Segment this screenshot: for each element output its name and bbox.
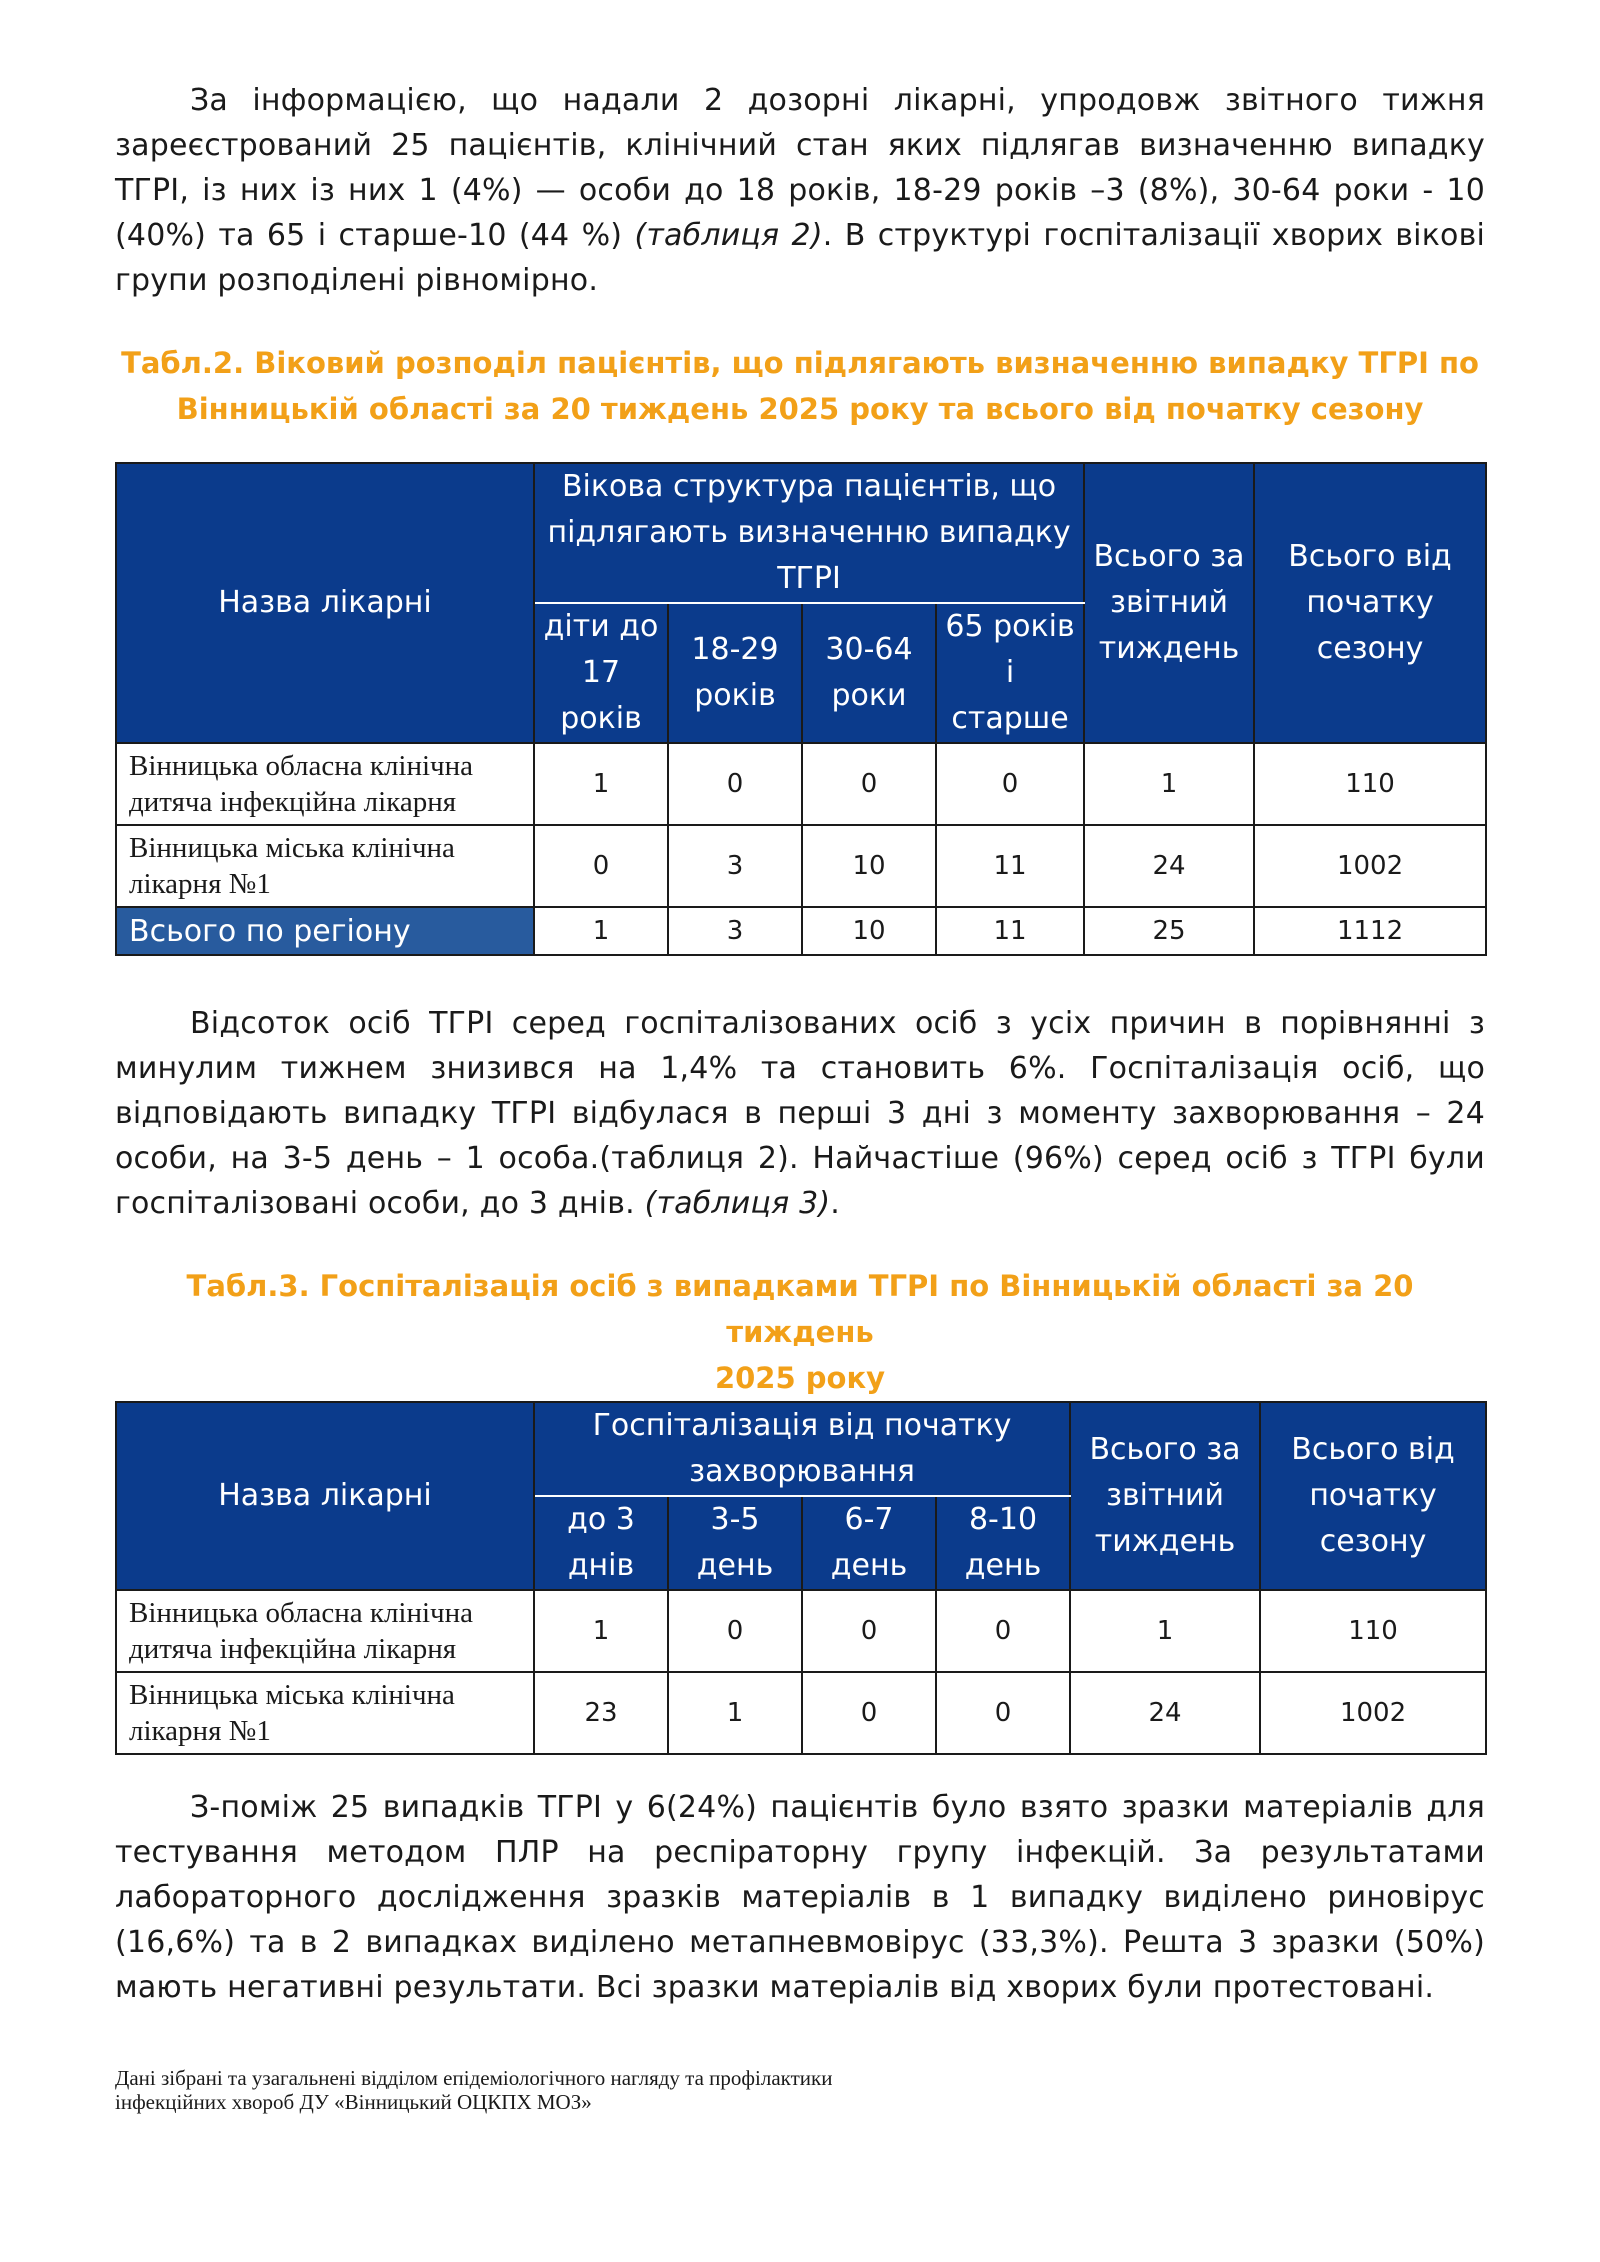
cell-week-total: 24 [1070, 1672, 1260, 1754]
cell-value: 1 [534, 907, 668, 955]
hospital-name: Вінницька міська клінічна лікарня №1 [116, 825, 534, 907]
cell-value: 3 [668, 825, 802, 907]
cell-value: 0 [534, 825, 668, 907]
hospital-name: Вінницька міська клінічна лікарня №1 [116, 1672, 534, 1754]
cell-value: 23 [534, 1672, 668, 1754]
cell-week-total: 1 [1084, 743, 1254, 825]
cell-week-total: 24 [1084, 825, 1254, 907]
paragraph-text: Відсоток осіб ТГРІ серед госпіталізованих осіб з усіх причин в порівнянні з минулим тижнем знизився на 1,4% та становить 6%. Госпіталізація осіб, що відповідають випадку ТГРІ відбулася в перші 3 дні з моменту захворювання – 24 особи, на 3-5 день – 1 особа.(таблиця 2). Найчастіше (96%) серед осіб з ТГРІ були госпіталізовані особи, до 3 днів. [115, 1006, 1485, 1221]
footer-line: інфекційних хвороб ДУ «Вінницький ОЦКПХ МОЗ» [115, 2090, 592, 2114]
document-page [115, 78, 1485, 2010]
header-age-18-29: 18-29 років [668, 603, 802, 743]
header-3-5-day: 3-5 день [668, 1496, 802, 1590]
paragraph-text: . [830, 1186, 841, 1221]
table-row [116, 825, 1486, 907]
cell-value: 10 [802, 825, 936, 907]
cell-value: 1 [534, 743, 668, 825]
cell-value: 0 [668, 1590, 802, 1672]
paragraph-hospitalization-summary [115, 1001, 1485, 1226]
cell-week-total: 25 [1084, 907, 1254, 955]
cell-value: 1 [668, 1672, 802, 1754]
header-up-to-3-days: до 3 днів [534, 1496, 668, 1590]
cell-value: 3 [668, 907, 802, 955]
table-hospitalization-timing [115, 1401, 1487, 1755]
caption-line: Табл.3. Госпіталізація осіб з випадками ТГРІ по Вінницькій області за 20 тиждень [186, 1269, 1414, 1349]
table-age-distribution [115, 462, 1487, 956]
paragraph-text: . В структурі госпіталізації хворих вікові групи розподілені рівномірно. [115, 218, 1485, 298]
table-row [116, 1590, 1486, 1672]
footer-note [115, 2066, 832, 2114]
table-row [116, 743, 1486, 825]
paragraph-text: За інформацією, що надали 2 дозорні лікарні, упродовж звітного тижня зареєстрований 25 пацієнтів, клінічний стан яких підлягав визначенню випадку ТГРІ, із них із них 1 (4%) — особи до 18 років, 18-29 років –3 (8%), 30-64 роки - 10 (40%) та 65 і старше-10 (44 %) [115, 83, 1485, 253]
cell-value: 0 [802, 1590, 936, 1672]
cell-value: 0 [936, 1590, 1070, 1672]
caption-line: Вінницькій області за 20 тиждень 2025 року та всього від початку сезону [176, 392, 1424, 426]
table-reference: (таблиця 3) [644, 1186, 831, 1221]
header-season-total: Всього від початку сезону [1254, 463, 1486, 743]
paragraph-age-summary [115, 78, 1485, 303]
table2-caption [115, 340, 1485, 432]
caption-line: Табл.2. Віковий розподіл пацієнтів, що підлягають визначенню випадку ТГРІ по [121, 346, 1479, 380]
cell-value: 10 [802, 907, 936, 955]
header-season-total: Всього від початку сезону [1260, 1402, 1486, 1590]
cell-value: 1 [534, 1590, 668, 1672]
cell-value: 11 [936, 825, 1084, 907]
header-week-total: Всього за звітний тиждень [1070, 1402, 1260, 1590]
cell-value: 0 [802, 1672, 936, 1754]
header-week-total: Всього за звітний тиждень [1084, 463, 1254, 743]
header-children: діти до 17 років [534, 603, 668, 743]
hospital-name: Вінницька обласна клінічна дитяча інфекційна лікарня [116, 1590, 534, 1672]
header-age-structure: Вікова структура пацієнтів, що підлягають визначенню випадку ТГРІ [534, 463, 1084, 603]
cell-value: 0 [802, 743, 936, 825]
table-reference: (таблиця 2) [634, 218, 823, 253]
cell-season-total: 1112 [1254, 907, 1486, 955]
header-8-10-day: 8-10 день [936, 1496, 1070, 1590]
header-hospital: Назва лікарні [116, 463, 534, 743]
table3-caption [115, 1263, 1485, 1401]
cell-value: 0 [936, 1672, 1070, 1754]
header-age-65-plus: 65 років і старше [936, 603, 1084, 743]
header-age-30-64: 30-64 роки [802, 603, 936, 743]
cell-value: 0 [936, 743, 1084, 825]
cell-season-total: 110 [1260, 1590, 1486, 1672]
footer-line: Дані зібрані та узагальнені відділом епідеміологічного нагляду та профілактики [115, 2066, 833, 2090]
paragraph-lab-results: З-поміж 25 випадків ТГРІ у 6(24%) пацієнтів було взято зразки матеріалів для тестування методом ПЛР на респіраторну групу інфекцій. За результатами лабораторного дослідження зразків матеріалів в 1 випадку виділено риновірус (16,6%) та в 2 випадках виділено метапневмовірус (33,3%). Решта 3 зразки (50%) мають негативні результати. Всі зразки матеріалів від хворих були протестовані. [115, 1790, 1485, 2005]
header-hospitalization-group: Госпіталізація від початку захворювання [534, 1402, 1070, 1496]
table-row [116, 1672, 1486, 1754]
caption-line: 2025 року [714, 1361, 886, 1395]
region-total-label: Всього по регіону [116, 907, 534, 955]
header-hospital: Назва лікарні [116, 1402, 534, 1590]
cell-season-total: 1002 [1254, 825, 1486, 907]
hospital-name: Вінницька обласна клінічна дитяча інфекційна лікарня [116, 743, 534, 825]
cell-season-total: 1002 [1260, 1672, 1486, 1754]
header-6-7-day: 6-7 день [802, 1496, 936, 1590]
cell-value: 0 [668, 743, 802, 825]
table-total-row [116, 907, 1486, 955]
cell-value: 11 [936, 907, 1084, 955]
cell-season-total: 110 [1254, 743, 1486, 825]
cell-week-total: 1 [1070, 1590, 1260, 1672]
